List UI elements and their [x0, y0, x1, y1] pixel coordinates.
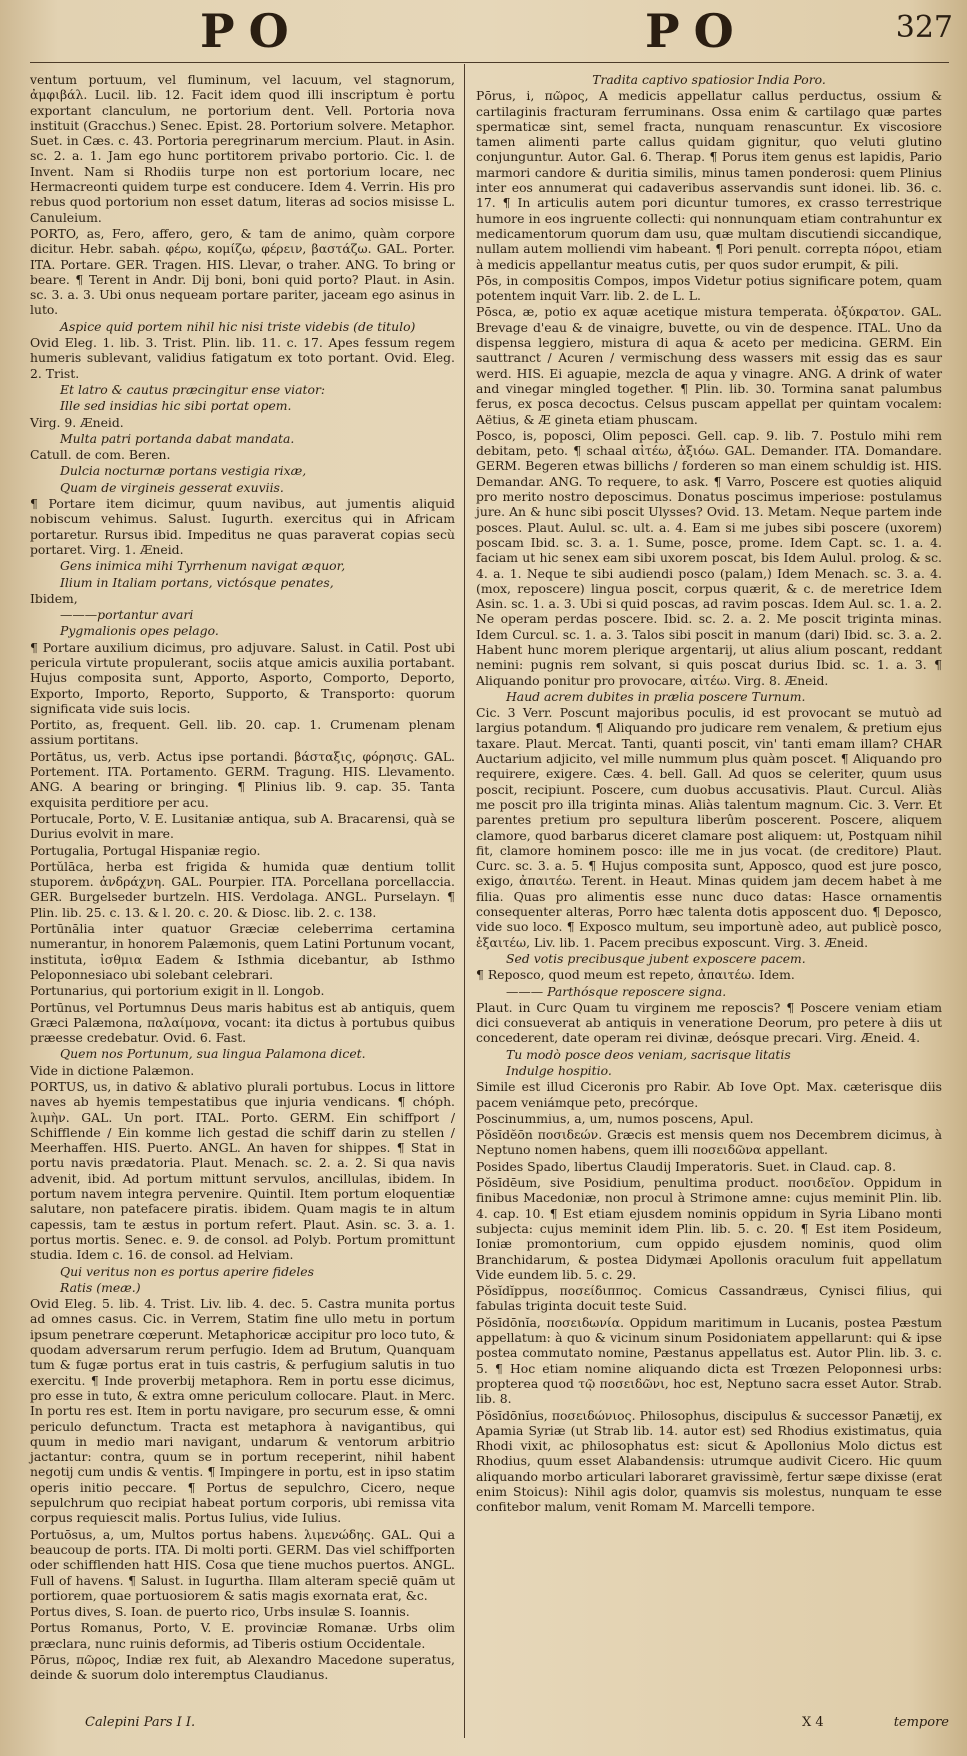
dictionary-entry: Portus dives, S. Ioan. de puerto rico, Urbs insulæ S. Ioannis.	[30, 1604, 410, 1620]
dictionary-entry: Pŏsīdĕōn ποσιδεών. Græcis est mensis quem nos Decembrem dicimus, à Neptuno nomen habens, quem illi ποσειδῶνα appellant.	[476, 1127, 942, 1158]
dictionary-entry: Portŭlāca, herba est frigida & humida quæ dentium tollit stuporem. ἀνδράχνη. GAL. Pourpier. ITA. Porcellana porcellaccia. GER. Burgelseder burtzeln. HIS. Verdolaga. ANGL. Purselayn. ¶ Plin. lib. 25. c. 13. & l. 20. c. 20. & Diosc. lib. 2. c. 138.	[30, 858, 455, 920]
page-number: 327	[895, 10, 953, 45]
catchword-line	[802, 1715, 949, 1730]
dictionary-entry: Pōrus, i, πῶρος, A medicis appellatur callus perductus, ossium & cartilaginis fracturam ferruminans. Ossa enim & cartilago quæ partes spermaticæ sint, semel fracta, nunquam renascuntur. Ex viscosiore tamen alimenti parte callus quidam gignitur, quo veluti glutino conjunguntur. Autor. Gal. 6. Therap. ¶ Porus item genus est lapidis, Pario marmori candore & duritia similis, minus tamen ponderosi: quem Plinius inter eos annumerat qui cadaveribus asservandis sunt idonei. lib. 36. c. 17. ¶ In articulis autem pori dicuntur tumores, ex crasso terrestrique humore in eos ingruente collecti: qui nonnunquam etiam contrahuntur ex medicamentorum quorum dam usu, quæ multam discutiendi siccandique, nullam autem molliendi vim habeant. ¶ Pori penult. correpta πόροι, etiam à medicis appellantur meatus cutis, per quos sudor erumpit, & pili.	[476, 88, 942, 272]
dictionary-entry: Portunarius, qui portorium exigit in ll. Longob.	[30, 983, 325, 999]
dictionary-entry: Portito, as, frequent. Gell. lib. 20. cap. 1. Crumenam plenam assium portitans.	[30, 717, 455, 748]
dictionary-entry: Simile est illud Ciceronis pro Rabir. Ab Iove Opt. Max. cæterisque diis pacem veniámque peto, precórque.	[476, 1079, 942, 1110]
column-divider	[464, 64, 465, 1738]
dictionary-entry: PORTUS, us, in dativo & ablativo plurali portubus. Locus in littore naves ab hyemis tempestatibus que injuria vendicans. ¶ chóph. λιμὴν. GAL. Un port. ITAL. Porto. GERM. Ein schiffport / Schifflende / Ein komme lich gestad die schiff darin zu stellen / Meerhaffen. HIS. Puerto. ANGL. An haven for shippes. ¶ Stat in portu navis prædatoria. Plaut. Menach. sc. 2. a. 2. Si qua navis advenit, ibid. Ad portum mittunt servulos, ancillulas, ibidem. In portum navem integra pervenire. Quintil. Item portum eloquentiæ salutare, non patefacere piratis. ibidem. Quam magis te in altum capessis, tam te æstus in portum refert. Plaut. Asin. sc. 3. a. 1. portus mortis. Senec. e. 9. de consol. ad Polyb. Portum promittunt studia. Idem c. 16. de consol. ad Helviam.	[30, 1079, 455, 1263]
dictionary-entry: Pŏsīdōnĭus, ποσειδώνιος. Philosophus, discipulus & successor Panætij, ex Apamia Syriæ (ut Strab lib. 14. autor est) sed Rhodius existimatus, quia Rhodi vixit, ac philosophatus est: sicut & Apollonius Molo dictus est Rhodius, quum esset Alabandensis: utrumque audivit Cicero. Hic quum aliquando morbo articulari laboraret gravissimè, fertur sæpe dixisse (erat enim Stoicus): Nihil agis dolor, quamvis sis molestus, nunquam te esse confitebor malum, venit Romam M. Marcelli tempore.	[476, 1407, 942, 1515]
quotation-line: Sed votis precibusque jubent exposcere pacem.	[506, 950, 806, 966]
dictionary-entry: ¶ Reposco, quod meum est repeto, ἀπαιτέω. Idem.	[476, 967, 795, 983]
quotation-line: Qui veritus non es portus aperire fideles	[60, 1263, 314, 1279]
running-head-left: PO	[200, 4, 303, 58]
dictionary-entry: Portucale, Porto, V. E. Lusitaniæ antiqua, sub A. Bracarensi, quà se Durius evolvit in mare.	[30, 810, 455, 842]
quotation-line: ———portantur avari	[60, 607, 194, 623]
quotation-line: Ratis (meæ.)	[60, 1279, 141, 1295]
quotation-line: ——— Parthósque reposcere signa.	[506, 983, 727, 999]
dictionary-entry: Portuōsus, a, um, Multos portus habens. λιμενώδης. GAL. Qui a beaucoup de ports. ITA. Di molti porti. GERM. Das viel schiffporten oder schifflenden hatt HIS. Cosa que tiene muchos puertos. ANGL. Full of havens. ¶ Salust. in Iugurtha. Illam alteram speciē quām ut portiorem, quae portuosiorem & satis magis exornata erat, &c.	[30, 1526, 455, 1603]
dictionary-entry: Ovid Eleg. 5. lib. 4. Trist. Liv. lib. 4. dec. 5. Castra munita portus ad omnes casus. Cic. in Verrem, Statim fine ullo metu in portum ipsum penetrare cœperunt. Metaphoricæ accipitur pro loco tuto, & quodam adversarum rerum perfugio. Idem ad Brutum, Quanquam tum & fugæ portus erat in tuis castris, & perfugium salutis in tuo exercitu. ¶ Inde proverbij metaphora. Rem in portu esse dicimus, pro esse in tuto, & extra omne periculum collocare. Plaut. in Merc. In portu res est. Item in portu navigare, pro securum esse, & omni periculo defunctum. Tracta est metaphora à navigantibus, qui quum in medio mari navigant, undarum & ventorum arbitrio jactantur: contra, quum se in portum receperint, nihil habent negotij cum undis & ventis. ¶ Impingere in portu, est in ipso statim operis initio peccare. ¶ Portus de sepulchro, Cicero, neque sepulchrum quo recipiat habeat portum corporis, ubi remissa vita corpus requiescit malis. Portus Iulius, vide Iulius.	[30, 1296, 455, 1526]
dictionary-entry: Pŏsīdēum, sive Posidium, penultima product. ποσιδεῖον. Oppidum in finibus Macedoniæ, non procul à Strimone amne: cujus meminit Plin. lib. 4. cap. 10. ¶ Est etiam ejusdem nominis oppidum in Syria Libano monti subjecta: cujus meminit idem Plin. lib. 5. c. 20. ¶ Est item Posideum, Ioniæ promontorium, cum oppido ejusdem nominis, quod olim Branchidarum, & postea Didymæi Apollonis oraculum fuit appellatum Vide eundem lib. 5. c. 29.	[476, 1175, 942, 1282]
dictionary-entry: Pōsca, æ, potio ex aquæ acetique mistura temperata. ὀξύκρατον. GAL. Brevage d'eau & de vinaigre, buvette, ou vin de despence. ITAL. Uno da dispensa leggiero, mistura di aqua & aceto per medicina. GERM. Ein sauttranct / Acuren / vermischung dess wassers mit essig das es saur werd. HIS. Ei aguapie, mezcla de aqua y vinagre. ANG. A drink of water and vinegar mingled together. ¶ Plin. lib. 30. Tormina sanat palumbus ferus, ex posca decoctus. Celsus puscam appellat per quintam vocalem: Aëtius, & Æ gineta etiam phuscam.	[476, 304, 942, 427]
dictionary-entry: ventum portuum, vel fluminum, vel lacuum, vel stagnorum, ἀμφιβάλ. Lucil. lib. 12. Facit idem quod illi inscriptum è portu exportant clanculum, ne portorium dent. Vell. Portoria nova instituit (Gracchus.) Senec. Epist. 28. Portorium solvere. Metaphor. Suet. in Cæs. c. 43. Portoria peregrinarum mercium. Plaut. in Asin. sc. 2. a. 1. Jam ego hunc portitorem privabo portorio. Cic. l. de Invent. Nam si Rhodiis turpe non est portorium locare, nec Hermacreonti quidem turpe est conducere. Idem 4. Verrin. His pro rebus quod portorium non esset datum, literas ad socios misisse L. Canuleium.	[30, 72, 455, 225]
dictionary-entry: Virg. 9. Æneid.	[30, 414, 124, 430]
quotation-line: Gens inimica mihi Tyrrhenum navigat æquor,	[60, 558, 346, 574]
quotation-line: Ilium in Italiam portans, victósque penates,	[60, 574, 334, 590]
dictionary-entry: Cic. 3 Verr. Poscunt majoribus poculis, id est provocant se mutuò ad largius potandum. ¶ Aliquando pro judicare rem venalem, & pretium ejus taxare. Plaut. Mercat. Tanti, quanti poscit, vin' tanti emam illam? CHAR Auctarium adjicito, vel mille nummum plus quàm poscet. ¶ Aliquando pro requirere, exigere. Cæs. 4. bell. Gall. Ad quos se celeriter, quum usus poscit, recipiunt. Poscere, cum duobus accusativis. Plaut. Curcul. Aliàs me poscit pro illa triginta minas. Aliàs talentum magnum. Cic. 3. Verr. Et parentes pretium pro sepultura liberûm poscerent. Poscere, aliquem clamore, quod barbarus diceret clamare post aliquem: ut, Postquam nihil fit, clamore hominem posco: ille me in jus vocat. (de creditore) Plaut. Curc. sc. 3. a. 5. ¶ Hujus composita sunt, Apposco, quod est jure posco, exigo, ἀπαιτέω. Terent. in Heaut. Minas quidem jam decem habet à me filia. Quas pro alimentis esse nunc duco datas: Hasce ornamentis consequenter alteras, Porro hæc talenta dotis apposcent duo. ¶ Deposco, vide suo loco. ¶ Exposco multum, seu importunè adeo, aut publicè posco, ἐξαιτέω, Liv. lib. 1. Pacem precibus exposcunt. Virg. 3. Æneid.	[476, 705, 942, 950]
quotation-line: Pygmalionis opes pelago.	[60, 623, 219, 639]
quotation-line: Multa patri portanda dabat mandata.	[60, 430, 295, 446]
dictionary-entry: Portus Romanus, Porto, V. E. provinciæ Romanæ. Urbs olim præclara, nunc ruinis deformis, ad Tiberis ostium Occidentale.	[30, 1620, 455, 1651]
dictionary-entry: Catull. de com. Beren.	[30, 447, 171, 463]
dictionary-entry: Posides Spado, libertus Claudij Imperatoris. Suet. in Claud. cap. 8.	[476, 1158, 897, 1174]
dictionary-entry: Portātus, us, verb. Actus ipse portandi. βάσταξις, φόρησις. GAL. Portement. ITA. Portamento. GERM. Tragung. HIS. Llevamento. ANG. A bearing or bringing. ¶ Plinius lib. 9. cap. 35. Tanta exquisita perditiore per acu.	[30, 748, 455, 810]
dictionary-entry: Plaut. in Curc Quam tu virginem me reposcis? ¶ Poscere veniam etiam dici consueverat ab antiquis in veneratione Deorum, pro petere à diis ut concederent, date operam rei divinæ, deósque precari. Virg. Æneid. 4.	[476, 999, 942, 1046]
dictionary-entry: Portūnālia inter quatuor Græciæ celeberrima certamina numerantur, in honorem Palæmonis, quem Latini Portunum vocant, instituta, ἰσθμια Eadem & Isthmia dicebantur, ab Isthmo Peloponnesiaco ubi solebant celebrari.	[30, 921, 455, 982]
dictionary-entry: Ovid Eleg. 1. lib. 3. Trist. Plin. lib. 11. c. 17. Apes fessum regem humeris sublevant, validius fatigatum ex toto portant. Ovid. Eleg. 2. Trist.	[30, 335, 455, 381]
dictionary-entry: Pŏsīdōnĭa, ποσειδωνία. Oppidum maritimum in Lucanis, postea Pæstum appellatum: à quo & vicinum sinum Posidoniatem appellarunt: qui & ipse postea commutato nomine, Pæstanus appellatus est. Autor Plin. lib. 3. c. 5. ¶ Hoc etiam nomine aliquando dicta est Trœzen Peloponnesi urbs: propterea quod τῷ ποσειδῶνι, hoc est, Neptuno sacra esset Autor. Strab. lib. 8.	[476, 1314, 942, 1407]
quotation-line: Tu modò posce deos veniam, sacrisque litatis	[506, 1046, 791, 1062]
quotation-line: Dulcia nocturnæ portans vestigia rixæ,	[60, 463, 307, 479]
dictionary-entry: Portugalia, Portugal Hispaniæ regio.	[30, 842, 261, 858]
dictionary-entry: Vide in dictione Palæmon.	[30, 1062, 195, 1078]
quotation-line: Quem nos Portunum, sua lingua Palamona dicet.	[60, 1046, 366, 1062]
signature-mark: X 4	[802, 1715, 824, 1730]
dictionary-entry: Portūnus, vel Portumnus Deus maris habitus est ab antiquis, quem Græci Palæmona, παλαίμονα, vocant: ita dictus à portubus quibus præesse credebatur. Ovid. 6. Fast.	[30, 999, 455, 1046]
dictionary-entry: ¶ Portare item dicimur, quum navibus, aut jumentis aliquid nobiscum vehimus. Salust. Iugurth. exercitus qui in Africam portaretur. Rursus ibid. Impeditus ne quas paraverat copias secù portaret. Virg. 1. Æneid.	[30, 496, 455, 557]
quotation-line: Tradita captivo spatiosior India Poro.	[592, 72, 826, 87]
quotation-line: Ille sed insidias hic sibi portat opem.	[60, 398, 292, 414]
dictionary-entry: Pōrus, πῶρος, Indiæ rex fuit, ab Alexandro Macedone superatus, deinde & suorum dolo interemptus Claudianus.	[30, 1651, 455, 1683]
left-column	[30, 72, 455, 1684]
right-column	[476, 72, 942, 1516]
dictionary-entry: PORTO, as, Fero, affero, gero, & tam de animo, quàm corpore dicitur. Hebr. sabah. φέρω, κομίζω, φέρειν, βαστάζω. GAL. Porter. ITA. Portare. GER. Tragen. HIS. Llevar, o traher. ANG. To bring or beare. ¶ Terent in Andr. Dij boni, boni quid porto? Plaut. in Asin. sc. 3. a. 3. Ubi onus nequeam portare pariter, jaceam ego asinus in luto.	[30, 225, 455, 318]
header-rule	[30, 62, 949, 63]
quotation-line: Haud acrem dubites in prælia poscere Turnum.	[506, 688, 806, 704]
dictionary-entry: Pŏsĭdĭppus, ποσείδιππος. Comicus Cassandræus, Cynisci filius, qui fabulas triginta docuit teste Suid.	[476, 1283, 942, 1314]
quotation-line: Quam de virgineis gesserat exuviis.	[60, 479, 284, 495]
quotation-line: Et latro & cautus præcingitur ense viator:	[60, 381, 326, 397]
signature-line: Calepini Pars I I.	[85, 1715, 196, 1730]
running-head-right: PO	[645, 4, 748, 58]
dictionary-entry: Posco, is, poposci, Olim peposci. Gell. cap. 9. lib. 7. Postulo mihi rem debitam, peto. ¶ schaal αἰτέω, ἀξιόω. GAL. Demander. ITA. Domandare. GERM. Begeren etwas billichs / forderen so man einem schuldig ist. HIS. Demandar. ANG. To requere, to ask. ¶ Varro, Poscere est quoties aliquid pro merito nostro deposcimus. Donatus poscimus imperiose: postulamus jure. An & hunc sibi poscit Ulysses? Ovid. 13. Metam. Neque partem inde posces. Plaut. Aulul. sc. ult. a. 4. Eam si me jubes sibi poscere (uxorem) poscam Ibid. sc. 3. a. 1. Sume, posce, prome. Idem Capt. sc. 1. a. 4. faciam ut hic senex eam sibi uxorem poscat, bis Idem Aulul. prolog. & sc. 4. a. 1. Neque te sibi audiendi posco (palam,) Idem Menach. sc. 3. a. 4. (mox, reposcere) lingua poscit, corpus quærit, & c. de meretrice Idem Asin. sc. 1. a. 3. Ubi si quid poscas, ad ravim poscas. Idem Aul. sc. 1. a. 2. Ne operam perdas poscere. Ibid. sc. 2. a. 2. Me poscit triginta minas. Idem Curcul. sc. 1. a. 3. Talos sibi poscit in manum (dari) Ibid. sc. 3. a. 2. Habent hunc morem plerique argentarij, ut alius alium poscant, reddant nemini: pugnis rem solvant, si quis poscat durius Ibid. sc. 1. a. 3. ¶ Aliquando ponitur pro provocare, αἰτέω. Virg. 8. Æneid.	[476, 427, 942, 688]
dictionary-entry: Ibidem,	[30, 590, 78, 606]
quotation-line: Aspice quid portem nihil hic nisi triste videbis (de titulo)	[60, 318, 416, 334]
dictionary-entry: Pōs, in compositis Compos, impos Videtur potius significare potem, quam potentem inquit Varr. lib. 2. de L. L.	[476, 272, 942, 304]
dictionary-entry: ¶ Portare auxilium dicimus, pro adjuvare. Salust. in Catil. Post ubi pericula virtute propulerant, sociis atque amicis auxilia portabant. Hujus composita sunt, Apporto, Asporto, Comporto, Deporto, Exporto, Importo, Reporto, Supporto, & Transporto: quorum significata vide suis locis.	[30, 639, 455, 716]
catchword: tempore	[893, 1715, 949, 1730]
quotation-line: Indulge hospitio.	[506, 1063, 612, 1078]
dictionary-entry: Poscinummius, a, um, numos poscens, Apul.	[476, 1110, 754, 1126]
